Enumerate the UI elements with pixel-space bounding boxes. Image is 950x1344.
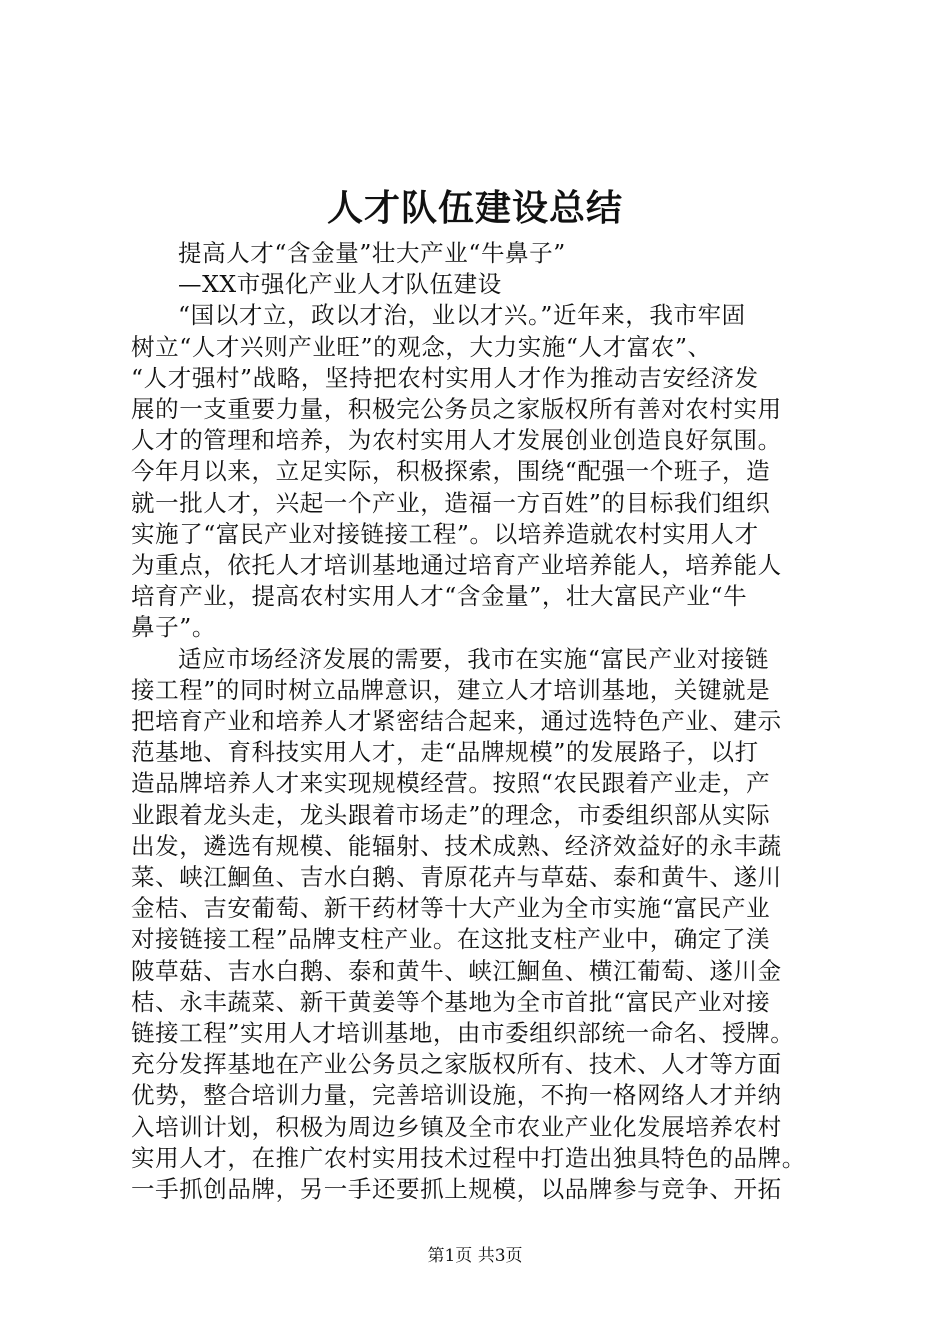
paragraph-line: 陂草菇、吉水白鹅、泰和黄牛、峡江鮰鱼、横江葡萄、遂川金 xyxy=(131,956,782,985)
paragraph-line: 今年月以来，立足实际，积极探索，围绕“配强一个班子，造 xyxy=(131,457,771,486)
paragraph-line: 链接工程”实用人才培训基地，由市委组织部统一命名、授牌。 xyxy=(131,1019,795,1048)
paragraph-line: 实用人才，在推广农村实用技术过程中打造出独具特色的品牌。 xyxy=(131,1143,806,1172)
paragraph-line: 对接链接工程”品牌支柱产业。在这批支柱产业中，确定了渼 xyxy=(131,925,771,954)
paragraph-line: 入培训计划，积极为周边乡镇及全市农业产业化发展培养农村 xyxy=(131,1112,782,1141)
paragraph-line: 业跟着龙头走，龙头跟着市场走”的理念，市委组织部从实际 xyxy=(131,800,771,829)
paragraph-1 xyxy=(131,300,831,643)
subtitle: 提高人才“含金量”壮大产业“牛鼻子” xyxy=(178,239,566,267)
paragraph-line: 金桔、吉安葡萄、新干药材等十大产业为全市实施“富民产业 xyxy=(131,894,771,923)
paragraph-line: 为重点，依托人才培训基地通过培育产业培养能人，培养能人 xyxy=(131,551,782,580)
paragraph-line: 人才的管理和培养，为农村实用人才发展创业创造良好氛围。 xyxy=(131,426,782,455)
document-body xyxy=(131,238,831,1205)
document-title: 人才队伍建设总结 xyxy=(326,187,623,229)
paragraph-line: 范基地、育科技实用人才，走“品牌规模”的发展路子，以打 xyxy=(131,738,759,767)
paragraph-line: “国以才立，政以才治，业以才兴。”近年来，我市牢固 xyxy=(178,301,746,330)
paragraph-line: 菜、峡江鮰鱼、吉水白鹅、青原花卉与草菇、泰和黄牛、遂川 xyxy=(131,863,782,892)
page-footer: 第1页 共3页 xyxy=(427,1246,523,1266)
paragraph-line: 一手抓创品牌，另一手还要抓上规模，以品牌参与竞争、开拓 xyxy=(131,1175,782,1204)
subheading: —XX市强化产业人才队伍建设 xyxy=(178,270,502,299)
paragraph-line: “人才强村”战略，坚持把农村实用人才作为推动吉安经济发 xyxy=(131,363,759,392)
paragraph-line: 树立“人才兴则产业旺”的观念，大力实施“人才富农”、 xyxy=(131,332,712,361)
paragraph-line: 实施了“富民产业对接链接工程”。以培养造就农村实用人才 xyxy=(131,519,759,548)
paragraph-line: 出发，遴选有规模、能辐射、技术成熟、经济效益好的永丰蔬 xyxy=(131,831,782,860)
paragraph-line: 适应市场经济发展的需要，我市在实施“富民产业对接链 xyxy=(178,644,770,673)
paragraph-2 xyxy=(131,644,831,1206)
paragraph-line: 充分发挥基地在产业公务员之家版权所有、技术、人才等方面 xyxy=(131,1050,782,1079)
paragraph-line: 优势，整合培训力量，完善培训设施，不拘一格网络人才并纳 xyxy=(131,1081,782,1110)
paragraph-line: 展的一支重要力量，积极完公务员之家版权所有善对农村实用 xyxy=(131,395,782,424)
paragraph-line: 造品牌培养人才来实现规模经营。按照“农民跟着产业走，产 xyxy=(131,769,771,798)
paragraph-line: 桔、永丰蔬菜、新干黄姜等个基地为全市首批“富民产业对接 xyxy=(131,987,771,1016)
paragraph-line: 把培育产业和培养人才紧密结合起来，通过选特色产业、建示 xyxy=(131,707,782,736)
paragraph-line: 培育产业，提高农村实用人才“含金量”，壮大富民产业“牛 xyxy=(131,582,748,611)
paragraph-line: 就一批人才，兴起一个产业，造福一方百姓”的目标我们组织 xyxy=(131,488,771,517)
paragraph-line: 接工程”的同时树立品牌意识，建立人才培训基地，关键就是 xyxy=(131,675,771,704)
paragraph-line: 鼻子”。 xyxy=(131,613,216,642)
